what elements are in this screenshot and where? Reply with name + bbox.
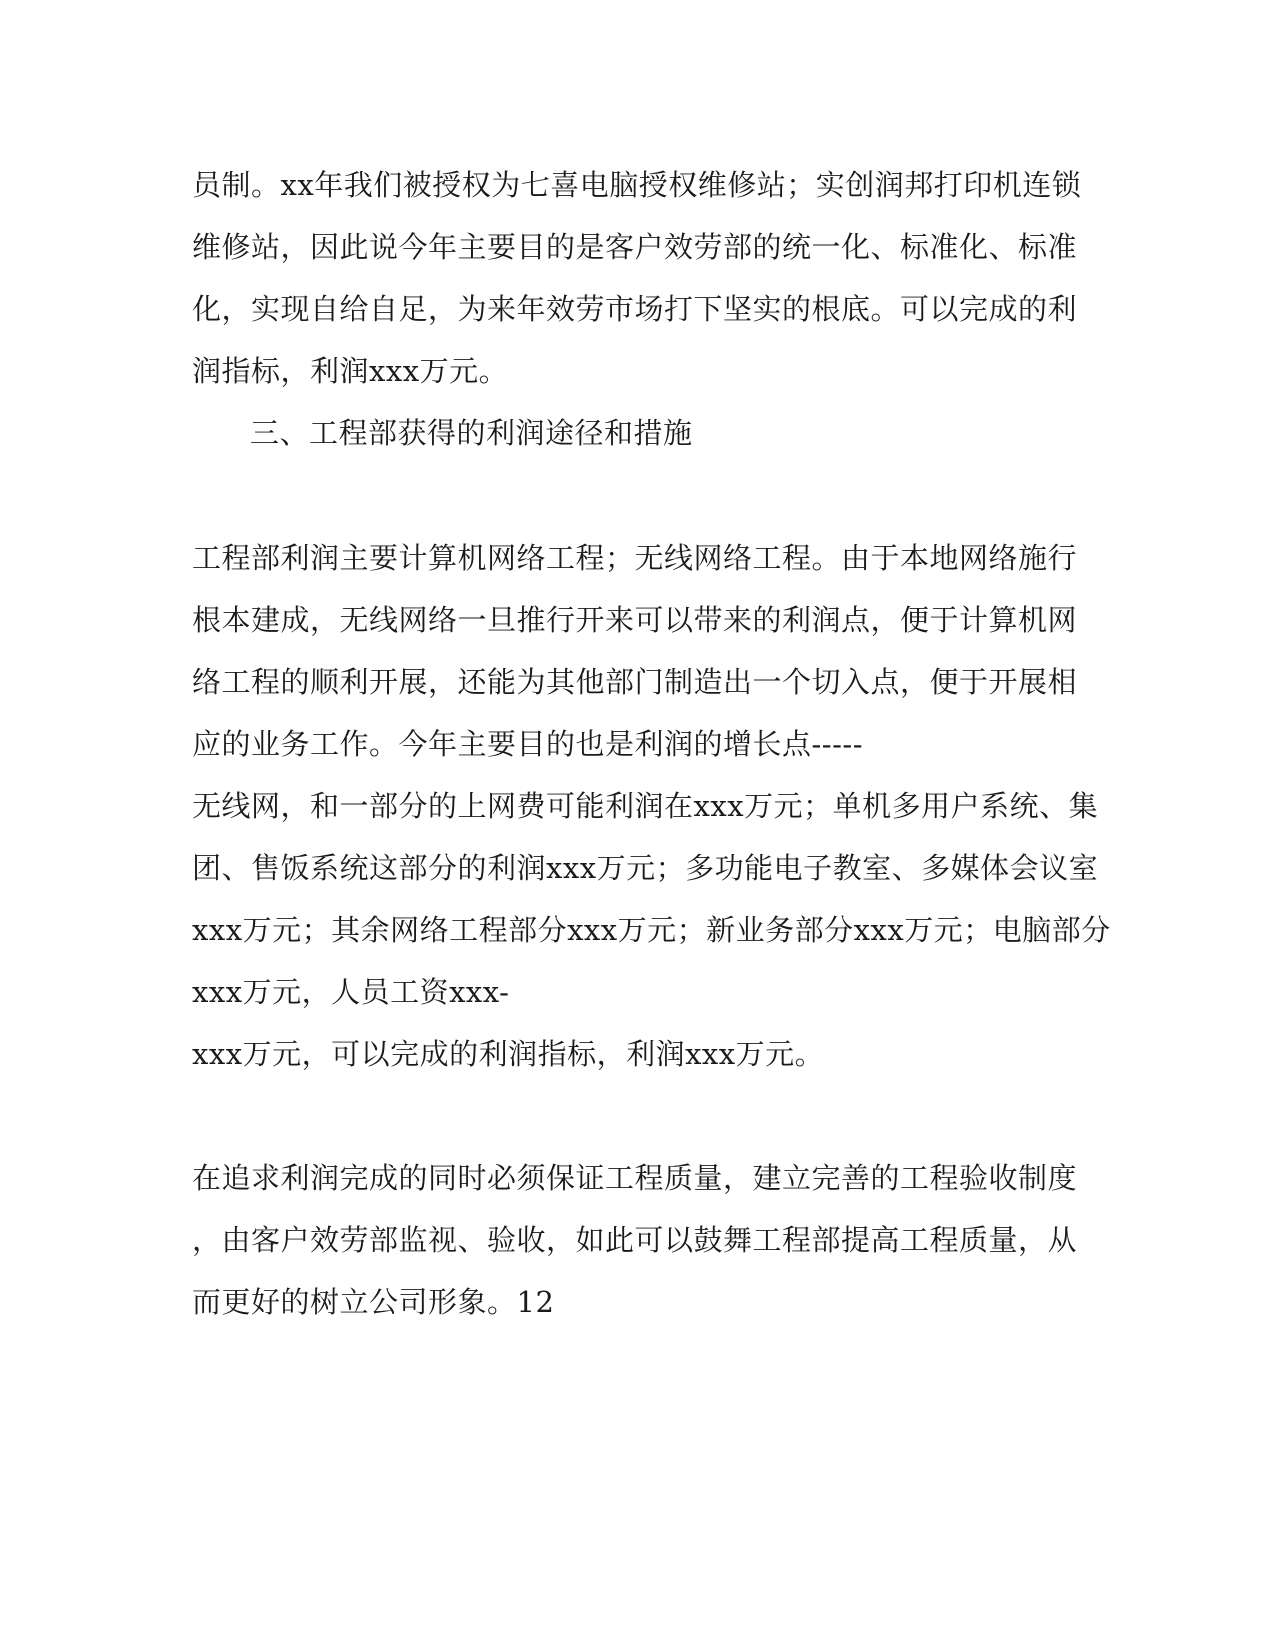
paragraph-line: 应的业务工作。今年主要目的也是利润的增长点----- [192, 727, 863, 761]
paragraph-line: xxx万元，可以完成的利润指标，利润xxx万元。 [192, 1037, 825, 1071]
section-heading: 三、工程部获得的利润途径和措施 [250, 416, 693, 450]
paragraph-line: ，由客户效劳部监视、验收，如此可以鼓舞工程部提高工程质量，从 [192, 1223, 1078, 1257]
paragraph-line: 无线网，和一部分的上网费可能利润在xxx万元；单机多用户系统、集 [192, 789, 1099, 823]
paragraph-line: xxx万元；其余网络工程部分xxx万元；新业务部分xxx万元；电脑部分 [192, 913, 1111, 947]
paragraph-line: 团、售饭系统这部分的利润xxx万元；多功能电子教室、多媒体会议室 [192, 851, 1099, 885]
paragraph-line: 根本建成，无线网络一旦推行开来可以带来的利润点，便于计算机网 [192, 603, 1078, 637]
paragraph-line: 员制。xx年我们被授权为七喜电脑授权维修站；实创润邦打印机连锁 [192, 168, 1082, 202]
paragraph-line: xxx万元，人员工资xxx- [192, 975, 510, 1009]
paragraph-line: 络工程的顺利开展，还能为其他部门制造出一个切入点，便于开展相 [192, 665, 1078, 699]
paragraph-line: 润指标，利润xxx万元。 [192, 354, 509, 388]
paragraph-line: 而更好的树立公司形象。12 [192, 1285, 555, 1319]
paragraph-line: 化，实现自给自足，为来年效劳市场打下坚实的根底。可以完成的利 [192, 292, 1078, 326]
paragraph-line: 维修站，因此说今年主要目的是客户效劳部的统一化、标准化、标准 [192, 230, 1078, 264]
paragraph-line: 工程部利润主要计算机网络工程；无线网络工程。由于本地网络施行 [192, 541, 1078, 575]
paragraph-line: 在追求利润完成的同时必须保证工程质量，建立完善的工程验收制度 [192, 1161, 1078, 1195]
